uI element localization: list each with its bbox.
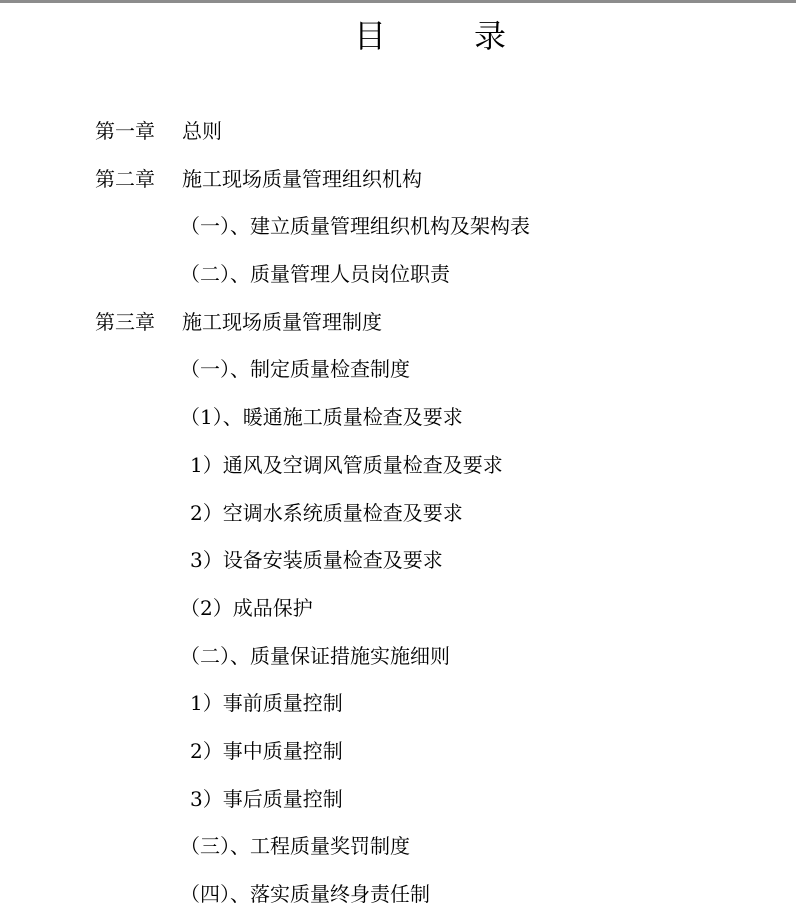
chapter-title: 施工现场质量管理制度 [182, 309, 382, 334]
toc-chapter-2[interactable] [0, 156, 796, 204]
toc-section[interactable]: （二）、质量管理人员岗位职责 [180, 262, 450, 287]
toc-subsection[interactable]: 2）空调水系统质量检查及要求 [190, 500, 463, 525]
toc-section[interactable]: （一）、制定质量检查制度 [180, 357, 410, 382]
toc-section[interactable]: （2）成品保护 [180, 595, 313, 620]
chapter-title: 施工现场质量管理组织机构 [182, 166, 422, 191]
toc-section[interactable]: （1）、暖通施工质量检查及要求 [180, 405, 463, 430]
toc-section[interactable]: （二）、质量保证措施实施细则 [180, 643, 450, 668]
toc-section[interactable]: （三）、工程质量奖罚制度 [180, 834, 410, 859]
toc-subsection[interactable]: 1）事前质量控制 [190, 691, 343, 716]
chapter-number: 第一章 [95, 119, 155, 143]
toc-chapter-3[interactable] [0, 299, 796, 347]
page-title: 目 录 [353, 17, 534, 55]
toc-subsection[interactable]: 3）设备安装质量检查及要求 [190, 548, 443, 573]
toc-subsection[interactable]: 3）事后质量控制 [190, 786, 343, 811]
chapter-number: 第二章 [95, 166, 155, 191]
toc-section[interactable]: （一）、建立质量管理组织机构及架构表 [180, 214, 530, 239]
toc-chapter-1[interactable] [0, 108, 796, 156]
chapter-number: 第三章 [95, 309, 155, 334]
toc-section[interactable]: （四）、落实质量终身责任制 [180, 882, 430, 906]
chapter-title: 总则 [182, 119, 222, 143]
table-of-contents [0, 108, 796, 919]
top-border [0, 0, 796, 3]
toc-subsection[interactable]: 1）通风及空调风管质量检查及要求 [190, 452, 503, 477]
toc-subsection[interactable]: 2）事中质量控制 [190, 738, 343, 763]
